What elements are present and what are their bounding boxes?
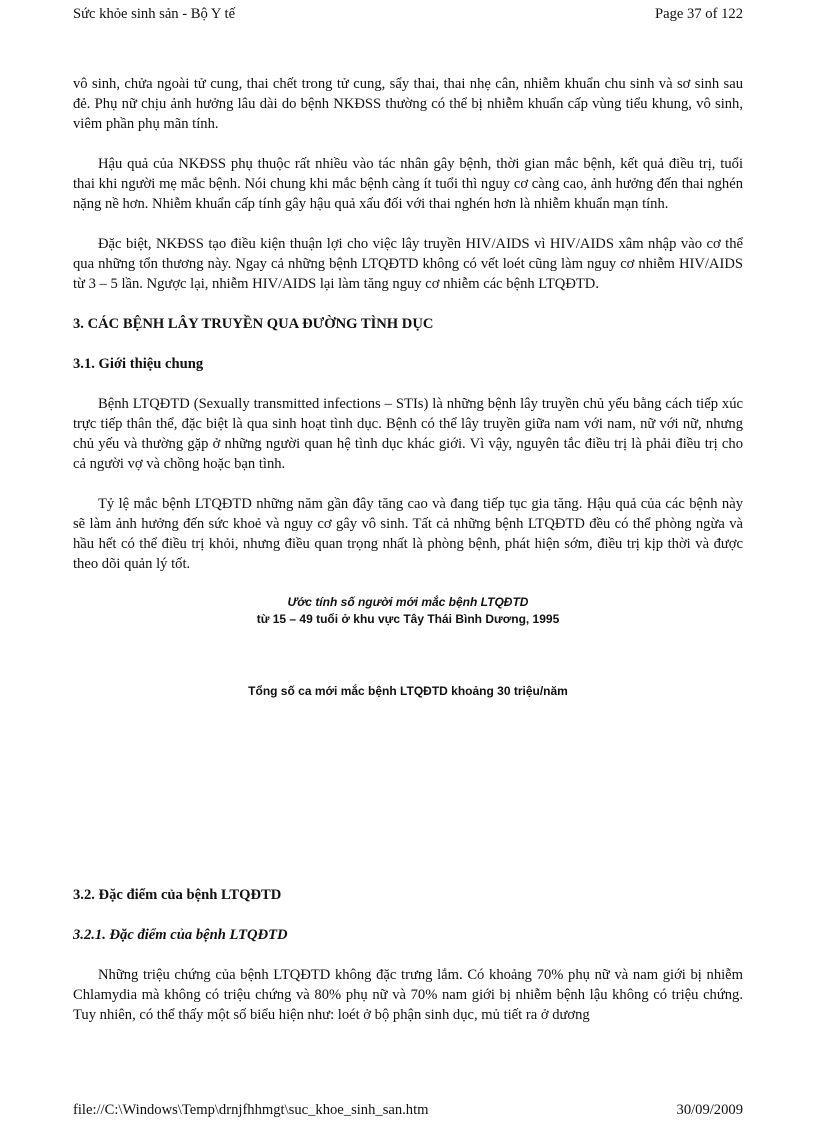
document-body [73,74,743,1025]
section-3-2-heading: 3.2. Đặc điểm của bệnh LTQĐTD [73,887,282,903]
section-3-heading: 3. CÁC BỆNH LÂY TRUYỀN QUA ĐƯỜNG TÌNH DỤC [73,316,434,332]
page-header [73,6,743,23]
paragraph-3: Đặc biệt, NKĐSS tạo điều kiện thuận lợi cho việc lây truyền HIV/AIDS vì HIV/AIDS xâm nhập vào cơ thể qua những tổn thương này. Ngay cả những bệnh LTQĐTD không có vết loét cũng làm nguy cơ nhiễm HIV/AIDS từ 3 – 5 lần. Ngược lại, nhiễm HIV/AIDS lại làm tăng nguy cơ nhiễm các bệnh LTQĐTD. [73,236,743,292]
paragraph-4: Bệnh LTQĐTD (Sexually transmitted infections – STIs) là những bệnh lây truyền chủ yếu bằng cách tiếp xúc trực tiếp thân thể, đặc biệt là qua sinh hoạt tình dục. Bệnh có thể lây truyền giữa nam với nam, nữ với nữ, nhưng chủ yếu và thường gặp ở những người quan hệ tình dục khác giới. Vì vậy, nguyên tắc điều trị là phải điều trị cho cả người vợ và chồng hoặc bạn tình. [73,396,743,472]
header-title: Sức khỏe sinh sản - Bộ Y tế [73,6,236,22]
figure-title-line-2: từ 15 – 49 tuổi ở khu vực Tây Thái Bình Dương, 1995 [256,612,560,626]
figure-title-line-1: Ước tính số người mới mắc bệnh LTQĐTD [287,595,529,609]
figure-blank-area [73,700,743,885]
footer-date: 30/09/2009 [676,1102,743,1118]
paragraph-1: vô sinh, chửa ngoài tử cung, thai chết trong tử cung, sẩy thai, thai nhẹ cân, nhiễm khuẩn chu sinh và sơ sinh sau đẻ. Phụ nữ chịu ảnh hưởng lâu dài do bệnh NKĐSS thường có thể bị nhiễm khuẩn cấp vùng tiểu khung, vô sinh, viêm phần phụ mãn tính. [73,76,743,132]
figure-area [73,628,743,683]
page-number: Page 37 of 122 [655,6,743,22]
paragraph-6: Những triệu chứng của bệnh LTQĐTD không đặc trưng lắm. Có khoảng 70% phụ nữ và nam giới bị nhiễm Chlamydia mà không có triệu chứng và 80% phụ nữ và 70% nam giới bị nhiễm bệnh lậu không có triệu chứng. Tuy nhiên, có thể thấy một số biểu hiện như: loét ở bộ phận sinh dục, mủ tiết ra ở dương [73,967,743,1023]
footer-file-path: file://C:\Windows\Temp\drnjfhhmgt\suc_khoe_sinh_san.htm [73,1102,429,1118]
section-3-2-1-heading: 3.2.1. Đặc điểm của bệnh LTQĐTD [73,927,288,943]
paragraph-2: Hậu quả của NKĐSS phụ thuộc rất nhiều vào tác nhân gây bệnh, thời gian mắc bệnh, kết quả điều trị, tuổi thai khi người mẹ mắc bệnh. Nói chung khi mắc bệnh càng ít tuổi thì nguy cơ càng cao, ảnh hưởng đến thai nghén nặng nề hơn. Nhiễm khuẩn cấp tính gây hậu quả xấu đối với thai nghén hơn là nhiễm khuẩn mạn tính. [73,156,743,212]
section-3-1-heading: 3.1. Giới thiệu chung [73,356,204,372]
figure-title [73,594,743,628]
figure-total-caption: Tổng số ca mới mắc bệnh LTQĐTD khoảng 30 triệu/năm [248,684,568,698]
paragraph-5: Tỷ lệ mắc bệnh LTQĐTD những năm gần đây tăng cao và đang tiếp tục gia tăng. Hậu quả của các bệnh này sẽ làm ảnh hưởng đến sức khoẻ và nguy cơ gây vô sinh. Tất cả những bệnh LTQĐTD đều có thể phòng ngừa và hầu hết có thể điều trị khỏi, nhưng điều quan trọng nhất là phòng bệnh, phát hiện sớm, điều trị kịp thời và được theo dõi quản lý tốt. [73,496,743,572]
page-footer [73,1102,743,1119]
